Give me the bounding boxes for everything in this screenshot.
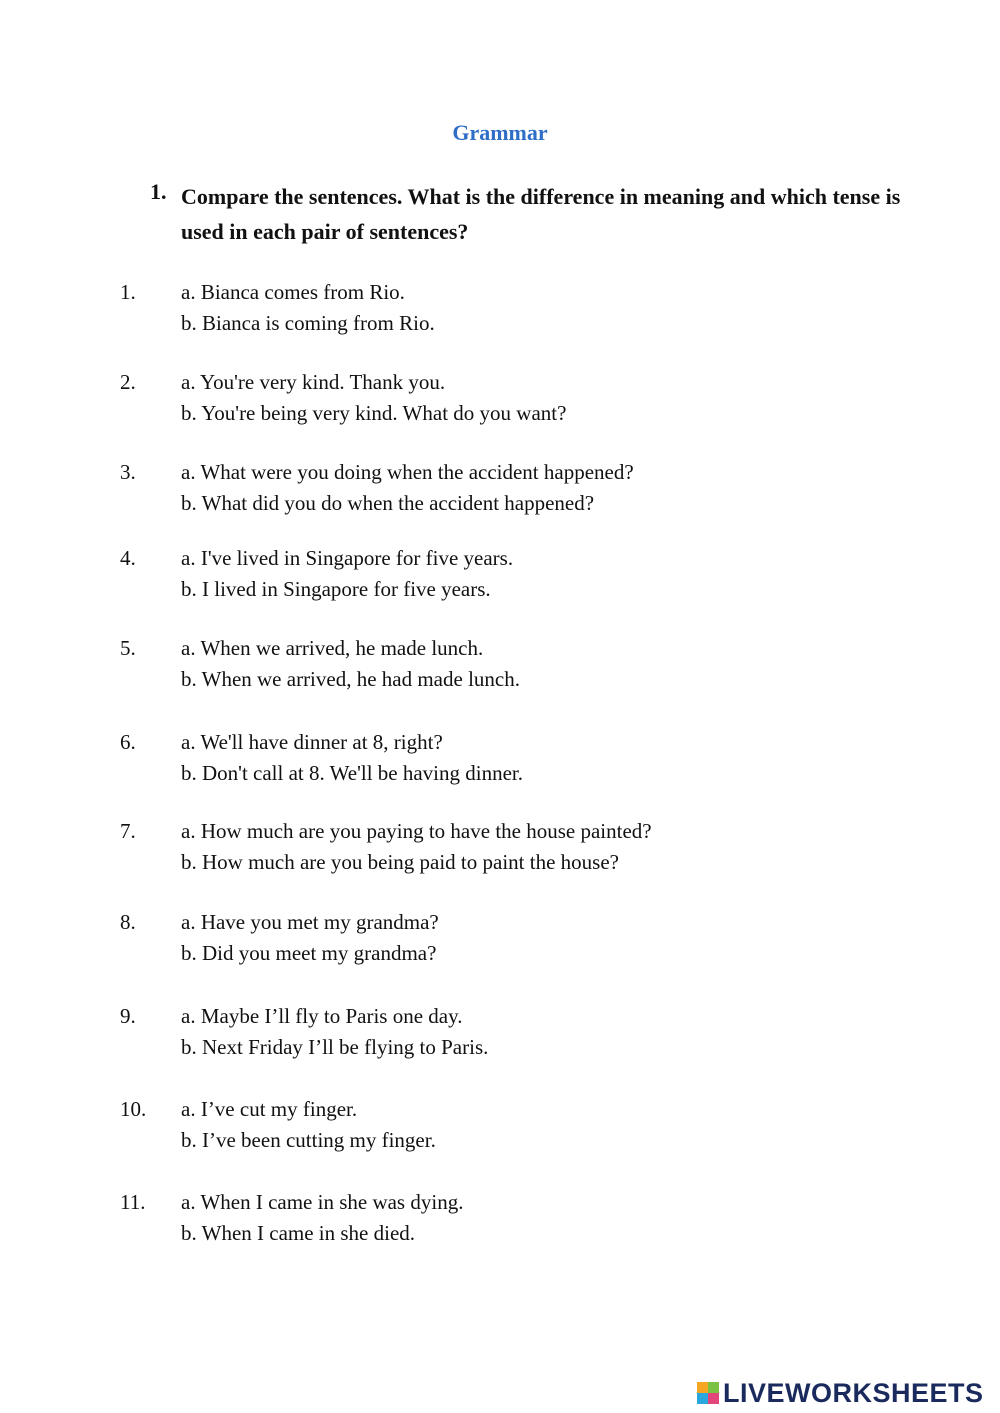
exercise-item bbox=[0, 457, 1000, 519]
item-number: 5. bbox=[120, 636, 136, 660]
sentence-a: a. Have you met my grandma? bbox=[181, 910, 439, 934]
item-number: 2. bbox=[120, 370, 136, 394]
sentence-a: a. We'll have dinner at 8, right? bbox=[181, 730, 443, 754]
logo-square-1 bbox=[697, 1382, 708, 1393]
exercise-item bbox=[0, 1001, 1000, 1063]
sentence-a: a. How much are you paying to have the house painted? bbox=[181, 819, 652, 843]
logo-text: LIVEWORKSHEETS bbox=[723, 1377, 984, 1408]
sentence-b: b. When I came in she died. bbox=[181, 1221, 416, 1245]
exercise-item bbox=[0, 727, 1000, 789]
sentence-a: a. I’ve cut my finger. bbox=[181, 1097, 358, 1121]
item-number: 6. bbox=[120, 730, 136, 754]
item-number: 7. bbox=[120, 819, 136, 843]
exercise-item bbox=[0, 907, 1000, 969]
sentence-a: a. When I came in she was dying. bbox=[181, 1190, 464, 1214]
sentence-a: a. You're very kind. Thank you. bbox=[181, 370, 446, 394]
sentence-b: b. You're being very kind. What do you want? bbox=[181, 401, 567, 425]
sentence-b: b. When we arrived, he had made lunch. bbox=[181, 667, 520, 691]
item-number: 9. bbox=[120, 1004, 136, 1028]
exercise-item bbox=[0, 543, 1000, 605]
item-number: 11. bbox=[120, 1190, 146, 1214]
exercise-item bbox=[0, 367, 1000, 429]
exercise-item bbox=[0, 1094, 1000, 1156]
logo-square-2 bbox=[708, 1382, 719, 1393]
exercise-item bbox=[0, 277, 1000, 339]
page-title: Grammar bbox=[452, 120, 548, 145]
logo-square-3 bbox=[697, 1393, 708, 1404]
sentence-b: b. I’ve been cutting my finger. bbox=[181, 1128, 436, 1152]
exercise-item bbox=[0, 816, 1000, 878]
item-number: 1. bbox=[120, 280, 136, 304]
logo-square-4 bbox=[708, 1393, 719, 1404]
sentence-b: b. How much are you being paid to paint the house? bbox=[181, 850, 619, 874]
instruction-number: 1. bbox=[150, 179, 167, 204]
instruction-text: Compare the sentences. What is the difference in meaning and which tense is used in each pair of sentences? bbox=[181, 184, 901, 244]
liveworksheets-logo-icon bbox=[697, 1382, 719, 1404]
item-number: 8. bbox=[120, 910, 136, 934]
sentence-a: a. When we arrived, he made lunch. bbox=[181, 636, 484, 660]
sentence-a: a. I've lived in Singapore for five years. bbox=[181, 546, 514, 570]
sentence-a: a. Bianca comes from Rio. bbox=[181, 280, 405, 304]
item-number: 10. bbox=[120, 1097, 147, 1121]
sentence-b: b. Bianca is coming from Rio. bbox=[181, 311, 435, 335]
sentence-a: a. What were you doing when the accident happened? bbox=[181, 460, 634, 484]
exercise-item bbox=[0, 633, 1000, 695]
sentence-b: b. Don't call at 8. We'll be having dinner. bbox=[181, 761, 523, 785]
sentence-b: b. Did you meet my grandma? bbox=[181, 941, 437, 965]
sentence-a: a. Maybe I’ll fly to Paris one day. bbox=[181, 1004, 463, 1028]
sentence-b: b. Next Friday I’ll be flying to Paris. bbox=[181, 1035, 489, 1059]
item-number: 4. bbox=[120, 546, 136, 570]
sentence-b: b. What did you do when the accident happened? bbox=[181, 491, 595, 515]
exercise-item bbox=[0, 1187, 1000, 1249]
item-number: 3. bbox=[120, 460, 136, 484]
sentence-b: b. I lived in Singapore for five years. bbox=[181, 577, 491, 601]
liveworksheets-logo[interactable] bbox=[697, 1378, 984, 1408]
